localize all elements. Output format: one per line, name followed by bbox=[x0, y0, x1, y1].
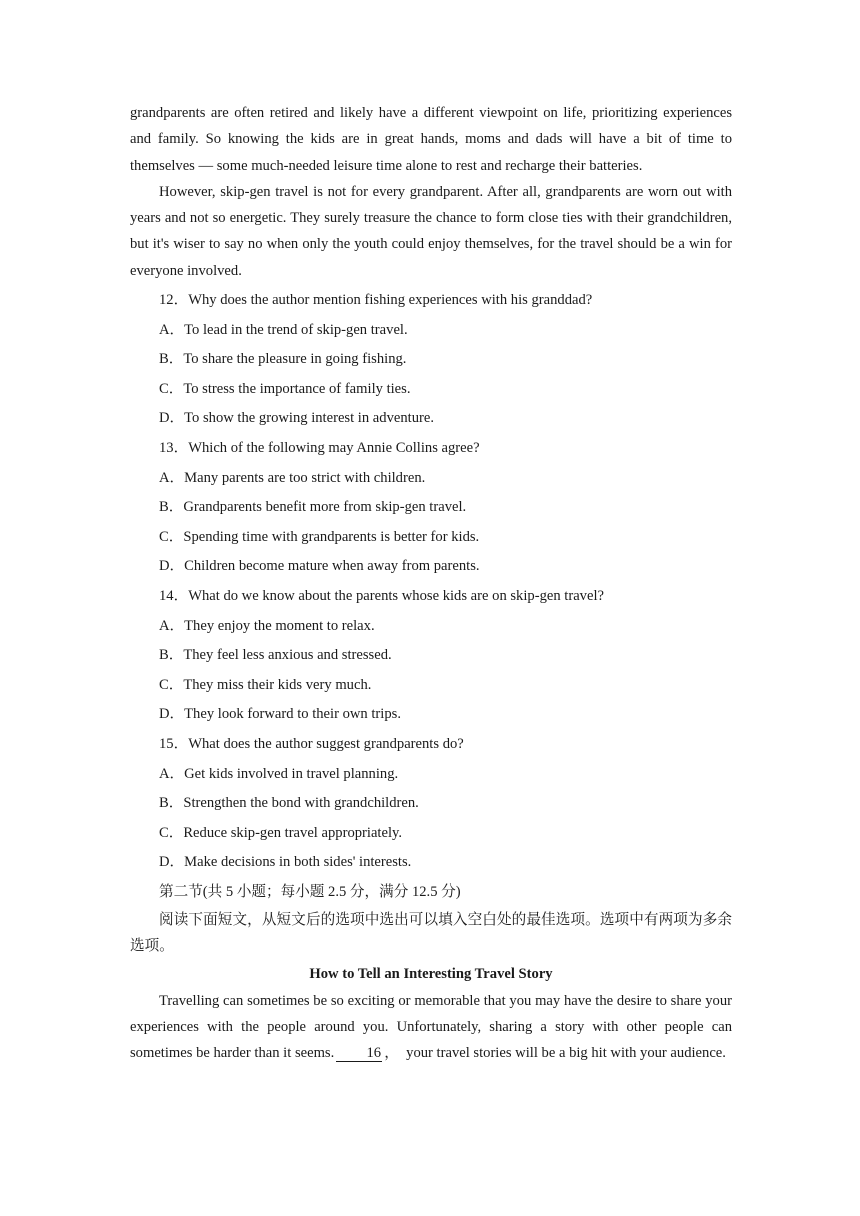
passage-text: ， your travel stories will be a big hit with your audience. bbox=[384, 1045, 726, 1062]
answer-option: D．Children become mature when away from parents. bbox=[159, 558, 480, 575]
document-page bbox=[130, 100, 732, 1066]
answer-option: D．Make decisions in both sides' interests. bbox=[159, 854, 412, 871]
section-heading: 第二节(共 5 小题；每小题 2.5 分，满分 12.5 分) bbox=[159, 883, 461, 900]
question-stem: 15．What does the author suggest grandparents do? bbox=[159, 735, 464, 752]
answer-option: A．To lead in the trend of skip-gen travel. bbox=[159, 321, 408, 338]
question-block bbox=[130, 286, 732, 434]
answer-option: C．To stress the importance of family ties. bbox=[159, 380, 411, 397]
answer-option: B．Grandparents benefit more from skip-gen travel. bbox=[159, 499, 467, 516]
answer-option: C．Spending time with grandparents is better for kids. bbox=[159, 528, 480, 545]
passage-paragraph: However, skip-gen travel is not for every grandparent. After all, grandparents are worn out with years and not so energetic. They surely treasure the chance to form close ties with their grandchildren, but it's wiser to say no when only the youth could enjoy themselves, for the travel should be a win for everyone involved. bbox=[130, 183, 732, 279]
answer-option: B．They feel less anxious and stressed. bbox=[159, 647, 392, 664]
answer-option: B．Strengthen the bond with grandchildren. bbox=[159, 795, 419, 812]
answer-blank[interactable]: 16 bbox=[336, 1046, 382, 1062]
question-block bbox=[130, 730, 732, 878]
question-stem: 12．Why does the author mention fishing experiences with his granddad? bbox=[159, 292, 593, 309]
answer-option: D．They look forward to their own trips. bbox=[159, 706, 401, 723]
answer-option: A．Many parents are too strict with children. bbox=[159, 469, 426, 486]
passage-paragraph bbox=[130, 988, 732, 1067]
answer-option: B．To share the pleasure in going fishing. bbox=[159, 351, 407, 368]
question-stem: 14．What do we know about the parents whose kids are on skip-gen travel? bbox=[159, 588, 604, 605]
question-block bbox=[130, 582, 732, 730]
passage-paragraph: grandparents are often retired and likely have a different viewpoint on life, prioritizing experiences and family. So knowing the kids are in great hands, moms and dads will have a bit of time to themselves — some much-needed leisure time alone to rest and recharge their batteries. bbox=[130, 105, 732, 174]
passage-text: Travelling can sometimes be so exciting or memorable that you may have the desire to share your experiences with the people around you. Unfortunately, sharing a story with other people can sometimes be harder than it seems. bbox=[130, 992, 732, 1062]
answer-option: A．Get kids involved in travel planning. bbox=[159, 765, 399, 782]
question-stem: 13．Which of the following may Annie Collins agree? bbox=[159, 440, 480, 457]
passage-title: How to Tell an Interesting Travel Story bbox=[309, 965, 553, 982]
section-instructions: 阅读下面短文，从短文后的选项中选出可以填入空白处的最佳选项。选项中有两项为多余选项。 bbox=[130, 911, 732, 955]
answer-option: D．To show the growing interest in adventure. bbox=[159, 410, 434, 427]
answer-option: C．They miss their kids very much. bbox=[159, 676, 372, 693]
question-block bbox=[130, 434, 732, 582]
answer-option: A．They enjoy the moment to relax. bbox=[159, 617, 375, 634]
answer-option: C．Reduce skip-gen travel appropriately. bbox=[159, 824, 403, 841]
